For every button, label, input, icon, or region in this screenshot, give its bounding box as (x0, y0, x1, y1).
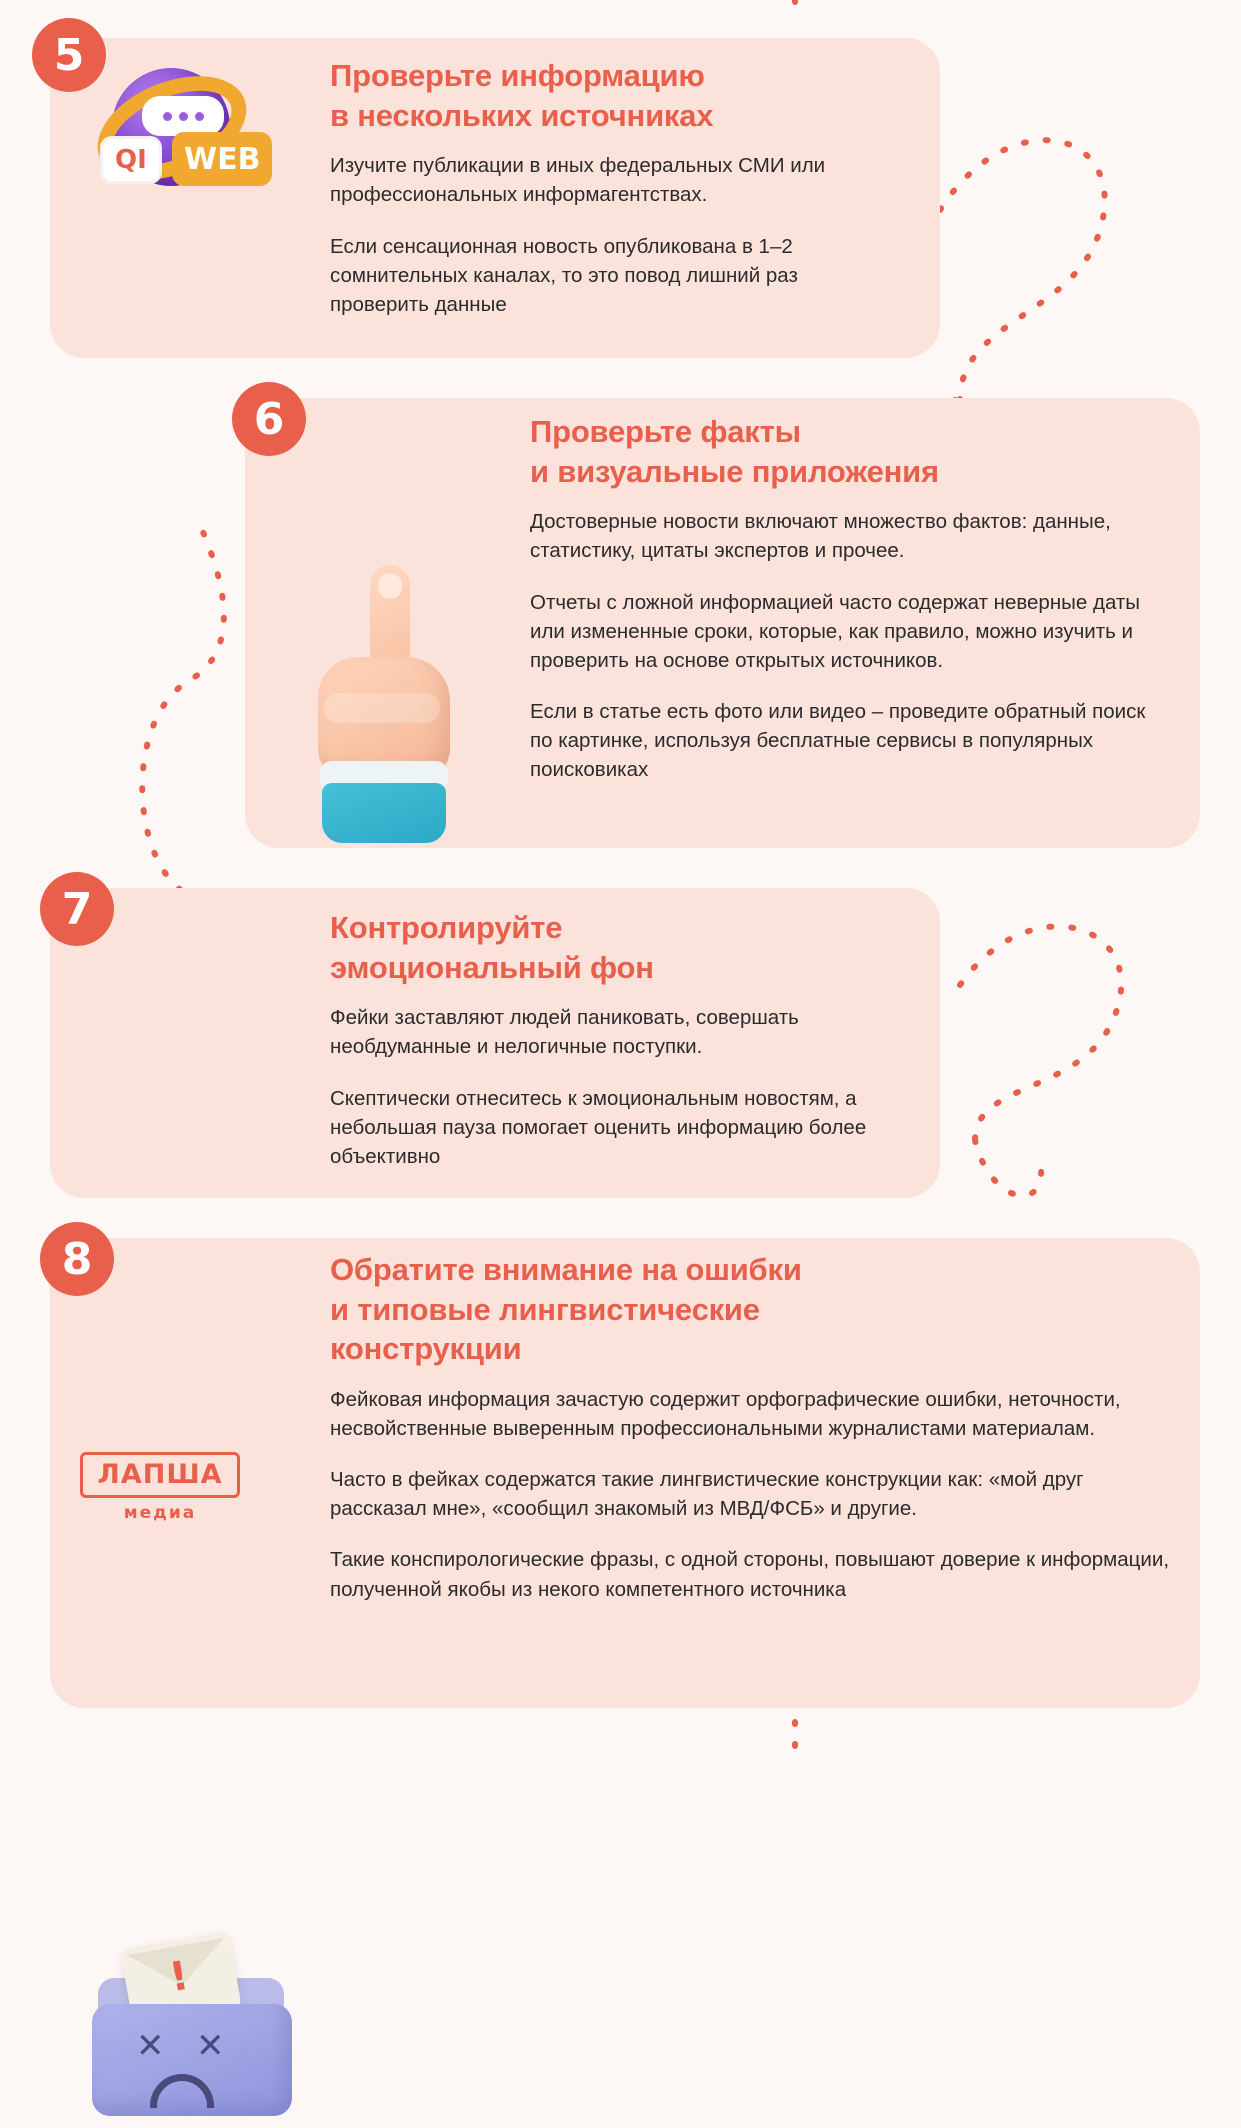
web-globe-icon (90, 62, 290, 212)
hand-sleeve-blue (322, 783, 446, 843)
step-text-7-2: Скептически отнеситесь к эмоциональным новостям, а небольшая пауза помогает оценить информацию более объективно (330, 1086, 867, 1168)
step-text-8-2: Часто в фейках содержатся такие лингвистические конструкции как: «мой друг рассказал мне», «сообщил знакомый из МВД/ФСБ» и другие. (330, 1468, 1084, 1521)
step-text-6-3: Если в статье есть фото или видео – проведите обратный поиск по картинке, используя бесплатные сервисы в популярных поисковиках (530, 699, 1146, 782)
step-number-badge-7: 7 (40, 872, 114, 946)
web-tag: WEB (172, 132, 272, 186)
logo-name: ЛАПША (80, 1452, 240, 1498)
step-text-6-1: Достоверные новости включают множество фактов: данные, статистику, цитаты экспертов и прочее. (530, 510, 1111, 563)
hand-knuckles (324, 693, 440, 723)
step-title-5 (330, 56, 900, 135)
step-text-5-2: Если сенсационная новость опубликована в 1–2 сомнительных каналах, то это повод лишний раз проверить данные (330, 234, 798, 316)
step-title-6 (530, 412, 1170, 491)
step-title-8-line2: и типовые лингвистические (330, 1291, 760, 1327)
step-number-badge-6: 6 (232, 382, 306, 456)
pointing-hand-icon (296, 565, 476, 825)
step-title-7-line1: Контролируйте (330, 910, 563, 945)
logo-subtitle: медиа (123, 1503, 197, 1523)
step-title-8 (330, 1250, 1170, 1369)
step-text-6-2: Отчеты с ложной информацией часто содержат неверные даты или измененные сроки, которые, как правило, можно изучить и проверить на основе открытых источников. (530, 590, 1141, 672)
step-text-7-1: Фейки заставляют людей паниковать, совершать необдуманные и нелогичные поступки. (330, 1006, 799, 1059)
step-title-8-line1: Обратите внимание на ошибки (330, 1252, 802, 1287)
chat-bubble-icon (142, 96, 224, 136)
step-title-6-line2: и визуальные приложения (530, 453, 939, 489)
qi-tag: QI (100, 136, 162, 184)
step-title-5-line1: Проверьте информацию (330, 58, 705, 93)
step-text-5-1: Изучите публикации в иных федеральных СМИ или профессиональных информагентствах. (330, 154, 826, 207)
folder-eye-right: ✕ (196, 2026, 225, 2066)
step-number-badge-5: 5 (32, 18, 106, 92)
folder-eye-left: ✕ (136, 2026, 165, 2066)
step-title-7-line2: эмоциональный фон (330, 949, 654, 985)
exclamation-icon: ! (166, 1952, 193, 2002)
sad-folder-icon (92, 1938, 302, 2128)
step-text-8-1: Фейковая информация зачастую содержит орфографические ошибки, неточности, несвойственные выверенным профессиональными журналистами материалам. (330, 1388, 1121, 1441)
lapsha-media-logo (80, 1452, 240, 1523)
step-title-5-line2: в нескольких источниках (330, 97, 714, 133)
step-title-6-line1: Проверьте факты (530, 414, 801, 449)
step-title-8-line3: конструкции (330, 1331, 522, 1367)
hand-nail (378, 573, 402, 599)
step-number-badge-8: 8 (40, 1222, 114, 1296)
step-text-8-3: Такие конспирологические фразы, с одной стороны, повышают доверие к информации, полученной якобы из некого компетентного источника (330, 1548, 1170, 1601)
step-title-7 (330, 908, 900, 987)
